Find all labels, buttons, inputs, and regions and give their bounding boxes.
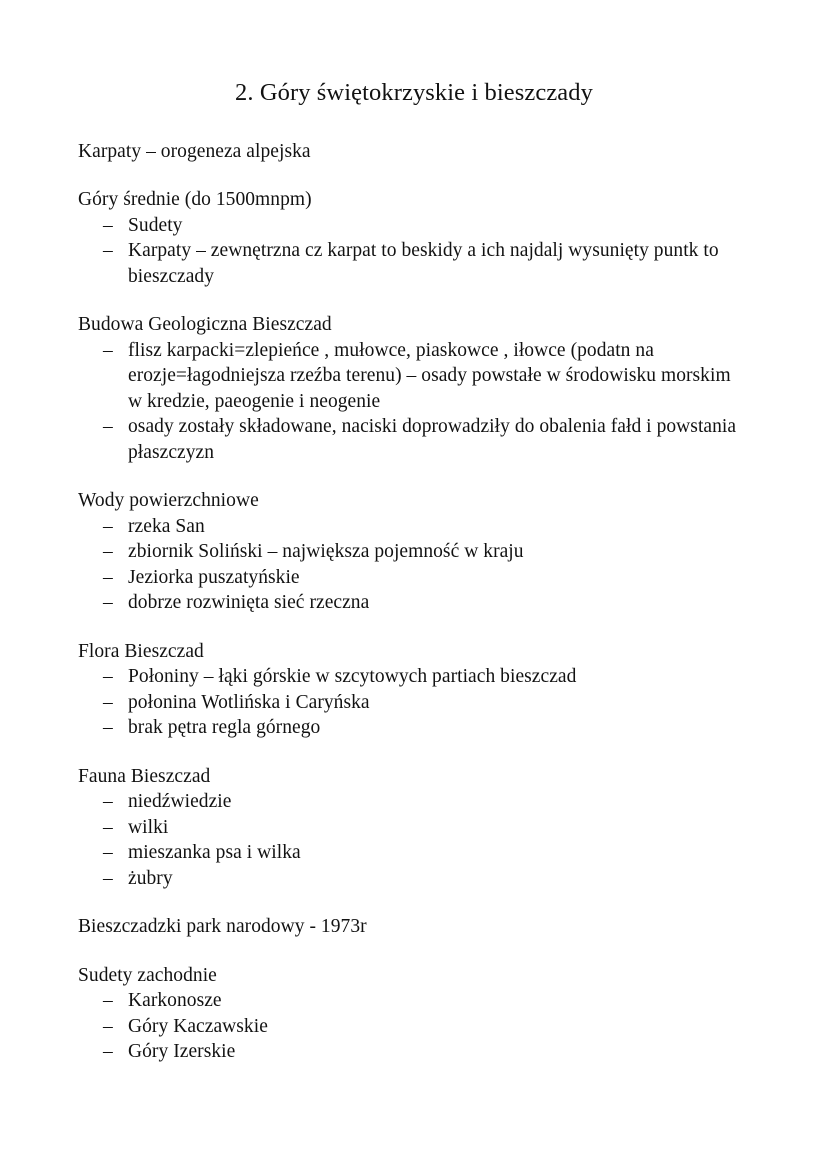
list-item-text: Góry Izerskie — [128, 1041, 236, 1063]
list-item — [78, 715, 748, 741]
list-item-text: rzeka San — [128, 515, 205, 537]
document-body — [78, 139, 750, 1065]
list-item-text: mieszanka psa i wilka — [128, 842, 301, 864]
bullet-dash-icon: – — [103, 816, 113, 838]
list-item-text: zbiornik Soliński – największa pojemność w kraju — [128, 541, 524, 563]
list-item-text: dobrze rozwinięta sieć rzeczna — [128, 592, 370, 614]
bullet-dash-icon: – — [103, 416, 113, 438]
bullet-list — [78, 213, 750, 290]
bullet-list — [78, 514, 750, 616]
bullet-dash-icon: – — [103, 990, 113, 1012]
list-item — [78, 664, 748, 690]
list-item — [78, 866, 748, 892]
list-item-text: osady zostały składowane, naciski doprowadziły do obalenia fałd i powstania płaszczyzn — [128, 416, 737, 463]
bullet-dash-icon: – — [103, 566, 113, 588]
list-item-text: flisz karpacki=zlepieńce , mułowce, piaskowce , iłowce (podatn na erozje=łagodniejsza rzeźba terenu) – osady powstałe w środowisku morskim w kredzie, paeogenie i neogenie — [128, 339, 731, 412]
list-item-text: brak pętra regla górnego — [128, 717, 321, 739]
bullet-list — [78, 338, 750, 466]
list-item — [78, 539, 748, 565]
list-item — [78, 238, 748, 289]
list-item-text: wilki — [128, 816, 169, 838]
bullet-dash-icon: – — [103, 541, 113, 563]
bullet-list — [78, 789, 750, 891]
section-block — [78, 963, 750, 1065]
list-item-text: Karpaty – zewnętrzna cz karpat to beskidy a ich najdalj wysunięty puntk to bieszczady — [128, 240, 719, 287]
bullet-list — [78, 988, 750, 1065]
list-item — [78, 815, 748, 841]
list-item-text: Jeziorka puszatyńskie — [128, 566, 300, 588]
list-item — [78, 213, 748, 239]
section-block — [78, 187, 750, 289]
list-item — [78, 338, 748, 415]
list-item — [78, 988, 748, 1014]
bullet-dash-icon: – — [103, 791, 113, 813]
bullet-dash-icon: – — [103, 717, 113, 739]
bullet-dash-icon: – — [103, 1015, 113, 1037]
list-item-text: żubry — [128, 867, 173, 889]
section-block — [78, 312, 750, 465]
list-item — [78, 565, 748, 591]
bullet-dash-icon: – — [103, 240, 113, 262]
section-block — [78, 488, 750, 616]
section-heading: Góry średnie (do 1500mnpm) — [78, 189, 312, 211]
list-item-text: Połoniny – łąki górskie w szcytowych partiach bieszczad — [128, 666, 577, 688]
list-item — [78, 1014, 748, 1040]
section-block — [78, 914, 750, 940]
section-heading: Sudety zachodnie — [78, 964, 217, 986]
bullet-dash-icon: – — [103, 592, 113, 614]
list-item — [78, 414, 748, 465]
section-block — [78, 764, 750, 892]
section-heading: Wody powierzchniowe — [78, 490, 259, 512]
bullet-dash-icon: – — [103, 1041, 113, 1063]
list-item-text: niedźwiedzie — [128, 791, 232, 813]
section-block — [78, 639, 750, 741]
bullet-dash-icon: – — [103, 691, 113, 713]
bullet-dash-icon: – — [103, 666, 113, 688]
list-item-text: Sudety — [128, 214, 183, 236]
list-item-text: Góry Kaczawskie — [128, 1015, 268, 1037]
list-item — [78, 590, 748, 616]
section-heading: Flora Bieszczad — [78, 640, 204, 662]
standalone-line: Karpaty – orogeneza alpejska — [78, 140, 311, 162]
bullet-dash-icon: – — [103, 867, 113, 889]
list-item — [78, 840, 748, 866]
section-heading: Budowa Geologiczna Bieszczad — [78, 314, 332, 336]
bullet-list — [78, 664, 750, 741]
list-item — [78, 690, 748, 716]
bullet-dash-icon: – — [103, 339, 113, 361]
page-title: 2. Góry świętokrzyskie i bieszczady — [235, 79, 593, 106]
section-heading: Fauna Bieszczad — [78, 765, 211, 787]
standalone-line: Bieszczadzki park narodowy - 1973r — [78, 916, 367, 938]
list-item — [78, 514, 748, 540]
bullet-dash-icon: – — [103, 214, 113, 236]
section-block — [78, 139, 750, 165]
bullet-dash-icon: – — [103, 515, 113, 537]
list-item-text: połonina Wotlińska i Caryńska — [128, 691, 370, 713]
list-item-text: Karkonosze — [128, 990, 222, 1012]
list-item — [78, 1039, 748, 1065]
bullet-dash-icon: – — [103, 842, 113, 864]
list-item — [78, 789, 748, 815]
